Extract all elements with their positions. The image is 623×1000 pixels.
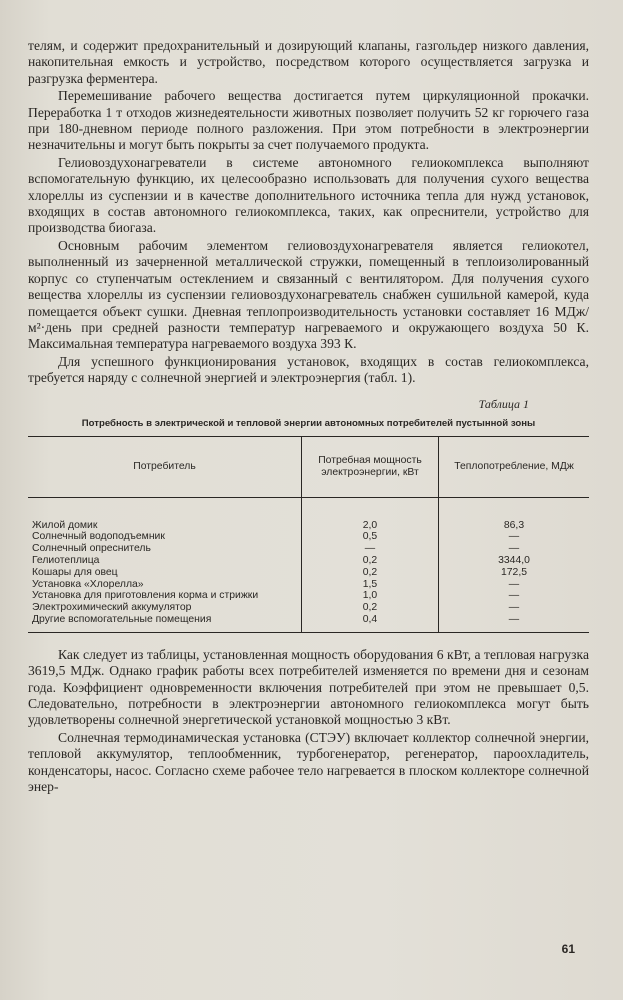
table-title: Потребность в электрической и тепловой энергии автономных потребителей пустынной зоны (81, 417, 536, 429)
table-row (28, 579, 589, 591)
cell-heat: 3344,0 (439, 555, 590, 567)
cell-power: 0,2 (302, 567, 439, 579)
paragraph-6: Как следует из таблицы, установленная мощность оборудования 6 кВт, а тепловая нагрузка 3619,5 МДж. Однако график работы всех потребителей изменяется по времени дня и сезонам года. Коэффициент одновременности включения потребителей при этом не превышает 0,5. Следовательно, потребности в электроэнергии автономного гелиокомплекса могут быть удовлетворены солнечной энергетической установкой мощностью 3 кВт. (28, 646, 589, 728)
header-power: Потребная мощность электроэнергии, кВт (302, 436, 439, 497)
cell-consumer: Электрохимический аккумулятор (32, 602, 192, 614)
paragraph-4: Основным рабочим элементом гелиовоздухонагревателя является гелиокотел, выполненный из зачерненной металлической стружки, помещенный в теплоизолированный корпус со ступенчатым остеклением и связанный с вентилятором. Для получения сухого вещества хлореллы из суспензии гелиовоздухонагреватель снабжен сушильной камерой, куда помещается объект сушки. Дневная теплопроизводительность установки составляет 16 МДж/м²·день при средней разности температур нагреваемого и окружающего воздуха 50 К. Максимальная температура нагреваемого воздуха 393 К. (28, 237, 589, 352)
paragraph-2: Перемешивание рабочего вещества достигается путем циркуляционной прокачки. Переработка 1 т отходов жизнедеятельности животных позволяет получить 52 кг горючего газа при 180-дневном периоде полного разложения. При этом потребности в электроэнергии незначительны и могут быть покрыты за счет получаемого продукта. (28, 88, 589, 153)
cell-consumer: Кошары для овец (32, 566, 118, 578)
cell-power: 0,2 (302, 602, 439, 614)
table-row (28, 614, 589, 632)
paragraph-3: Гелиовоздухонагреватели в системе автономного гелиокомплекса выполняют вспомогательную функцию, их целесообразно использовать для получения сухого вещества хлореллы из суспензии и в качестве дополнительного источника тепла для нужд установок, входящих в состав автономного гелиокомплекса, таких, как опреснители, устройство для производства биогаза. (28, 154, 589, 236)
table-header-row (28, 436, 589, 497)
cell-consumer: Установка «Хлорелла» (32, 578, 144, 590)
table-row (28, 543, 589, 555)
cell-heat: — (439, 543, 590, 555)
cell-power: — (302, 543, 439, 555)
table-row (28, 531, 589, 543)
energy-table (28, 436, 589, 633)
cell-consumer: Другие вспомогательные помещения (32, 613, 212, 625)
cell-consumer: Установка для приготовления корма и стрижки (32, 590, 259, 602)
cell-power: 0,4 (302, 614, 439, 632)
cell-consumer: Солнечный водоподъемник (32, 531, 165, 543)
paragraph-5: Для успешного функционирования установок, входящих в состав гелиокомплекса, требуется наряду с солнечной энергией и электроэнергия (табл. 1). (28, 353, 589, 386)
cell-power: 0,2 (302, 555, 439, 567)
table-row (28, 555, 589, 567)
text-after-table (28, 647, 589, 796)
cell-consumer: Солнечный опреснитель (32, 543, 151, 555)
cell-heat: 86,3 (439, 497, 590, 531)
table-row (28, 567, 589, 579)
table-label: Таблица 1 (478, 396, 529, 411)
cell-power: 0,5 (302, 531, 439, 543)
cell-heat: 172,5 (439, 567, 590, 579)
table-row (28, 590, 589, 602)
cell-consumer: Жилой домик (32, 519, 98, 531)
header-heat: Теплопотребление, МДж (439, 436, 590, 497)
table-row (28, 497, 589, 531)
table-row (28, 602, 589, 614)
paragraph-7: Солнечная термодинамическая установка (СТЭУ) включает коллектор солнечной энергии, тепловой аккумулятор, теплообменник, турбогенератор, регенератор, пароохладитель, конденсаторы, насос. Согласно схеме рабочее тело нагревается в плоском коллекторе солнечной энер- (28, 729, 589, 794)
cell-heat: — (439, 590, 590, 602)
page-number: 61 (561, 942, 575, 956)
cell-consumer: Гелиотеплица (32, 554, 100, 566)
cell-heat: — (439, 579, 590, 591)
cell-heat: — (439, 602, 590, 614)
cell-power: 1,5 (302, 579, 439, 591)
cell-power: 2,0 (302, 497, 439, 531)
cell-heat: — (439, 531, 590, 543)
paragraph-1: телям, и содержит предохранительный и дозирующий клапаны, газгольдер низкого давления, накопительная емкость и устройство, посредством которого осуществляется загрузка и разгрузка ферментера. (28, 38, 589, 86)
header-consumer: Потребитель (28, 436, 302, 497)
cell-power: 1,0 (302, 590, 439, 602)
cell-heat: — (439, 614, 590, 632)
